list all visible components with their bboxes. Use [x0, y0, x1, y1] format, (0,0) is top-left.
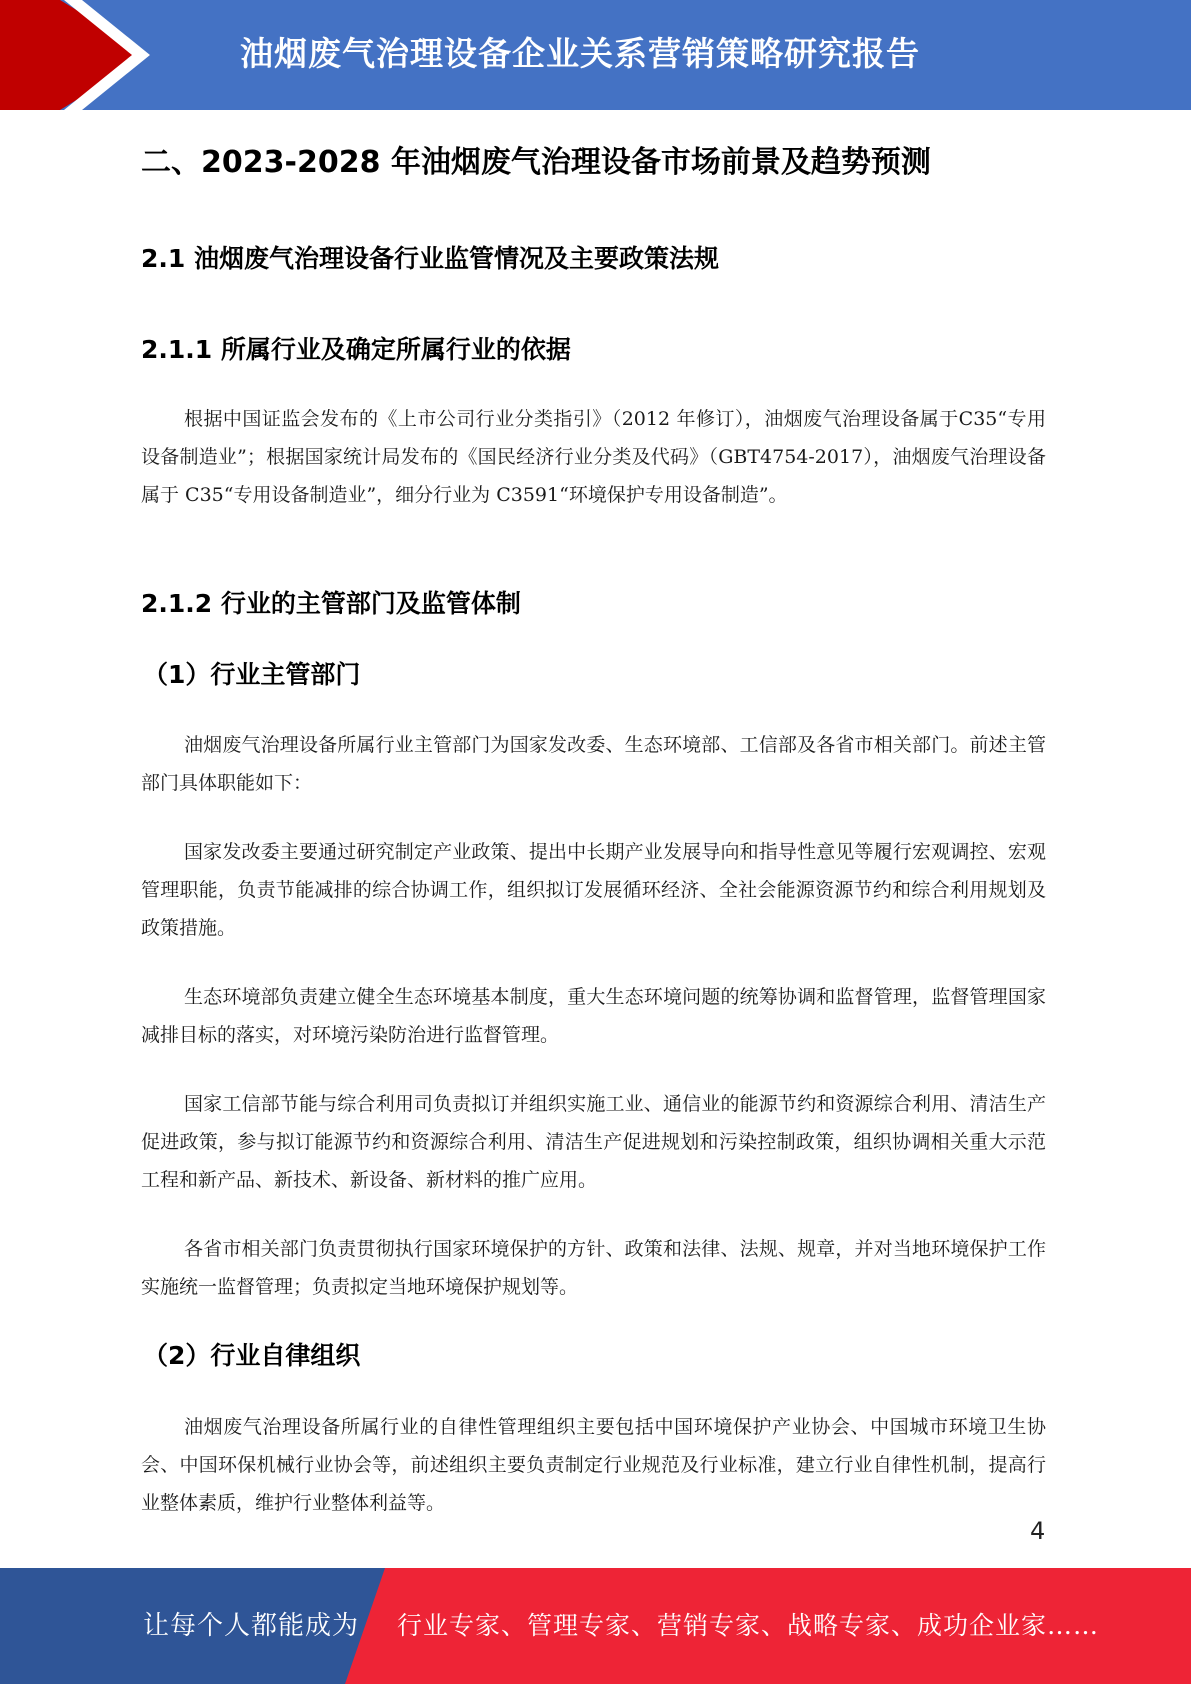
report-header-band — [0, 0, 1191, 110]
paragraph-regulators-intro: 油烟废气治理设备所属行业主管部门为国家发改委、生态环境部、工信部及各省市相关部门。前述主管部门具体职能如下： — [141, 734, 1046, 794]
page-number: 4 — [1030, 1517, 1046, 1545]
footer-slogan-left: 让每个人都能成为 — [143, 1611, 360, 1641]
paragraph-self-regulation: 油烟废气治理设备所属行业的自律性管理组织主要包括中国环境保护产业协会、中国城市环境卫生协会、中国环保机械行业协会等，前述组织主要负责制定行业规范及行业标准，建立行业自律性机制，提高行业整体素质，维护行业整体利益等。 — [141, 1416, 1046, 1514]
section-heading-2-1-2: 2.1.2 行业的主管部门及监管体制 — [141, 589, 521, 618]
section-heading-2-1-1: 2.1.1 所属行业及确定所属行业的依据 — [141, 335, 571, 364]
subsection-heading-regulators: （1）行业主管部门 — [143, 660, 361, 689]
paragraph-industry-basis: 根据中国证监会发布的《上市公司行业分类指引》（2012 年修订），油烟废气治理设备属于C35“专用设备制造业”；根据国家统计局发布的《国民经济行业分类及代码》（GBT4754-2017），油烟废气治理设备属于 C35“专用设备制造业”，细分行业为 C3591“环境保护专用设备制造”。 — [141, 408, 1046, 506]
section-heading-2-1: 2.1 油烟废气治理设备行业监管情况及主要政策法规 — [141, 244, 719, 273]
paragraph-local-departments: 各省市相关部门负责贯彻执行国家环境保护的方针、政策和法律、法规、规章，并对当地环境保护工作实施统一监督管理；负责拟定当地环境保护规划等。 — [141, 1238, 1046, 1298]
paragraph-mee: 生态环境部负责建立健全生态环境基本制度，重大生态环境问题的统筹协调和监督管理，监督管理国家减排目标的落实，对环境污染防治进行监督管理。 — [141, 986, 1046, 1046]
footer-slogan-right: 行业专家、管理专家、营销专家、战略专家、成功企业家…… — [397, 1611, 1100, 1640]
footer-band — [0, 1568, 1191, 1684]
subsection-heading-self-regulation: （2）行业自律组织 — [143, 1341, 361, 1370]
paragraph-miit: 国家工信部节能与综合利用司负责拟订并组织实施工业、通信业的能源节约和资源综合利用、清洁生产促进政策，参与拟订能源节约和资源综合利用、清洁生产促进规划和污染控制政策，组织协调相关重大示范工程和新产品、新技术、新设备、新材料的推广应用。 — [141, 1093, 1046, 1191]
chapter-heading: 二、2023-2028 年油烟废气治理设备市场前景及趋势预测 — [141, 145, 931, 180]
paragraph-ndrc: 国家发改委主要通过研究制定产业政策、提出中长期产业发展导向和指导性意见等履行宏观调控、宏观管理职能，负责节能减排的综合协调工作，组织拟订发展循环经济、全社会能源资源节约和综合利用规划及政策措施。 — [141, 841, 1046, 939]
report-title: 油烟废气治理设备企业关系营销策略研究报告 — [240, 34, 920, 73]
